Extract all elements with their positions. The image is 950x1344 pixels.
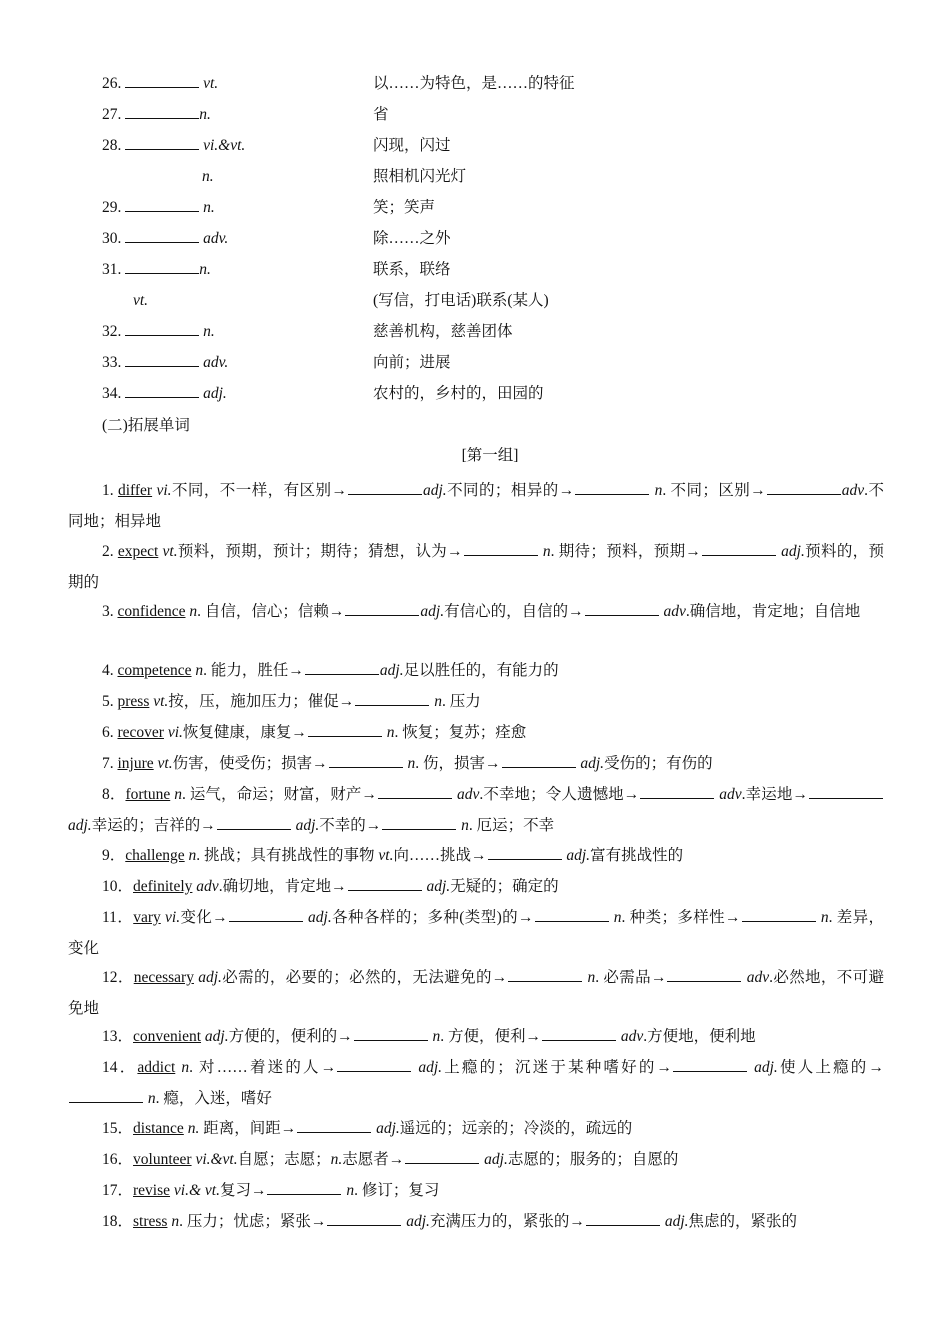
exercise-item [68, 1053, 884, 1114]
meaning: 联系，联络 [373, 261, 451, 278]
exercise-item [68, 537, 884, 598]
answer-blank[interactable] [702, 540, 776, 556]
part-of-speech: n. [203, 199, 215, 216]
headword: fortune [125, 786, 171, 803]
part-of-speech: adv. [203, 230, 229, 247]
definition-text: 上瘾的；沉迷于某种嗜好的→ [442, 1059, 673, 1076]
definition-text: 志愿者→ [342, 1151, 405, 1168]
meaning: 除……之外 [373, 230, 451, 247]
definition-text: 复习→ [219, 1182, 267, 1199]
item-number: 16． [102, 1151, 134, 1168]
definition-text: 不幸的→ [319, 816, 382, 834]
part-of-speech: n [147, 1089, 156, 1107]
part-of-speech: adj. [420, 603, 445, 620]
item-number: 27. [102, 106, 122, 123]
vocab-row [0, 228, 950, 250]
answer-blank[interactable] [229, 906, 303, 922]
part-of-speech: n [654, 482, 663, 499]
part-of-speech: adj. [379, 662, 404, 679]
definition-text: . 压力 [441, 693, 481, 710]
definition-text: . 期待；预料，预期→ [550, 543, 701, 560]
exercise-item [68, 687, 884, 718]
headword: competence [117, 662, 192, 679]
answer-blank[interactable] [267, 1179, 341, 1195]
meaning: 以……为特色，是……的特征 [373, 75, 575, 92]
exercise-item [68, 718, 884, 749]
exercise-item [68, 1207, 884, 1238]
item-number: 5. [102, 693, 118, 710]
definition-text: .不同地；相异地 [68, 482, 884, 530]
part-of-speech: vt. [133, 292, 149, 309]
item-number: 29. [102, 199, 122, 216]
part-of-speech: vt. [157, 755, 173, 772]
item-number: 31. [102, 261, 122, 278]
section-title: (二)拓展单词 [102, 417, 190, 434]
part-of-speech: n [189, 603, 198, 620]
answer-blank[interactable] [809, 783, 883, 799]
part-of-speech: vt. [162, 543, 178, 560]
part-of-speech: n [386, 724, 395, 741]
definition-text: 按，压，施加压力；催促→ [168, 693, 355, 710]
answer-blank[interactable] [69, 1087, 143, 1103]
part-of-speech: adj. [198, 969, 222, 986]
headword: distance [133, 1120, 184, 1137]
answer-blank[interactable] [125, 259, 199, 274]
definition-text: 富有挑战性的 [590, 847, 684, 864]
part-of-speech: adv [196, 878, 219, 895]
answer-blank[interactable] [337, 1056, 411, 1072]
definition-text: . 对……着迷的人→ [189, 1059, 337, 1076]
meaning: 笑；笑声 [373, 199, 436, 216]
exercise-item [68, 780, 884, 841]
definition-text: . 能力，胜任→ [203, 662, 304, 679]
meaning: 农村的，乡村的，田园的 [373, 385, 544, 402]
meaning: 向前；进展 [373, 354, 451, 371]
item-number: 7. [102, 755, 118, 772]
definition-text: 距离，间距→ [199, 1120, 297, 1137]
definition-text: .幸运地→ [741, 786, 808, 803]
definition-text: . 自信，信心；信赖→ [197, 603, 345, 620]
answer-blank[interactable] [575, 479, 649, 495]
part-of-speech: n [346, 1182, 355, 1199]
definition-text: 必需的，必要的；必然的，无法避免的→ [221, 969, 508, 986]
part-of-speech: vi. [165, 909, 181, 926]
vocab-row [0, 135, 950, 157]
part-of-speech: adj. [295, 816, 320, 834]
part-of-speech: adj. [418, 1059, 442, 1076]
answer-blank[interactable] [308, 721, 382, 737]
item-number: 13． [102, 1028, 134, 1045]
exercise-item [68, 749, 884, 780]
part-of-speech: adj. [580, 755, 605, 772]
definition-text: 焦虑的，紧张的 [688, 1213, 798, 1230]
headword: recover [117, 724, 164, 741]
answer-blank[interactable] [535, 906, 609, 922]
answer-blank[interactable] [673, 1056, 747, 1072]
item-number: 9． [102, 847, 126, 864]
item-number: 3. [102, 603, 118, 620]
headword: confidence [117, 603, 186, 620]
headword: revise [133, 1182, 171, 1199]
definition-text: . 不同；区别→ [662, 482, 766, 499]
part-of-speech: vi. [167, 724, 183, 741]
part-of-speech: adv [719, 786, 742, 803]
part-of-speech: adj. [68, 816, 92, 834]
part-of-speech: n [461, 816, 469, 834]
item-number: 26. [102, 75, 122, 92]
meaning: 省 [373, 106, 389, 123]
headword: volunteer [133, 1151, 192, 1168]
answer-blank[interactable] [742, 906, 816, 922]
exercise-item [68, 476, 884, 537]
definition-text: 伤害，使受伤；损害→ [172, 755, 328, 772]
meaning: 闪现，闪过 [373, 137, 451, 154]
vocab-row [0, 104, 950, 126]
definition-text: .必然地，不可避免地 [68, 969, 884, 1017]
part-of-speech: adj. [664, 1213, 689, 1230]
item-number: 1. [102, 482, 118, 499]
answer-blank[interactable] [502, 752, 576, 768]
part-of-speech: n. [187, 1120, 200, 1137]
part-of-speech: n. [330, 1151, 343, 1168]
answer-blank[interactable] [378, 783, 452, 799]
part-of-speech: vt. [378, 847, 394, 864]
answer-blank[interactable] [125, 352, 199, 367]
answer-blank[interactable] [125, 321, 199, 336]
part-of-speech: n. [199, 261, 211, 278]
vocab-row [0, 321, 950, 343]
part-of-speech: n [434, 693, 442, 710]
answer-blank[interactable] [767, 479, 841, 495]
part-of-speech: n [188, 847, 197, 864]
item-number: 6. [102, 724, 118, 741]
answer-blank[interactable] [355, 690, 429, 706]
answer-blank[interactable] [508, 966, 582, 982]
exercise-item [68, 1176, 884, 1207]
part-of-speech: n [542, 543, 551, 560]
item-number: 4. [102, 662, 118, 679]
part-of-speech: adv [841, 482, 865, 499]
exercise-item [68, 872, 884, 903]
part-of-speech: n [181, 1059, 190, 1076]
definition-text: . 种类；多样性→ [621, 909, 741, 926]
answer-blank[interactable] [464, 540, 538, 556]
definition-text: 使人上瘾的→ [777, 1059, 884, 1076]
answer-blank[interactable] [305, 659, 379, 675]
definition-text: .确切地，肯定地→ [218, 878, 347, 895]
part-of-speech: adj. [308, 909, 332, 926]
definition-text: 恢复健康，康复→ [182, 724, 307, 741]
definition-text: 方便的，便利的→ [228, 1028, 353, 1045]
headword: challenge [125, 847, 185, 864]
definition-text: . 瘾，入迷，嗜好 [155, 1089, 272, 1107]
meaning: 照相机闪光灯 [373, 168, 467, 185]
definition-text: 自愿；志愿； [237, 1151, 331, 1168]
vocab-row [0, 259, 950, 281]
item-number: 18． [102, 1213, 134, 1230]
headword: stress [133, 1213, 168, 1230]
definition-text: . 方便，便利→ [440, 1028, 541, 1045]
definition-text: .方便地，便利地 [643, 1028, 756, 1045]
definition-text: 幸运的；吉祥的→ [91, 816, 216, 834]
exercise-item [68, 597, 884, 628]
item-number: 32. [102, 323, 122, 340]
definition-text: . 恢复；复苏；痊愈 [394, 724, 527, 741]
answer-blank[interactable] [125, 135, 199, 150]
item-number: 14． [102, 1059, 138, 1076]
headword: addict [137, 1059, 176, 1076]
part-of-speech: vi.&vt. [195, 1151, 238, 1168]
answer-blank[interactable] [125, 228, 199, 243]
answer-blank[interactable] [354, 1025, 428, 1041]
part-of-speech: adv. [203, 354, 229, 371]
part-of-speech: vi.& vt. [173, 1182, 220, 1199]
vocab-row [0, 73, 950, 95]
definition-text: 不同，不一样，有区别→ [171, 482, 347, 499]
item-number: 34. [102, 385, 122, 402]
item-number: 12． [102, 969, 134, 986]
answer-blank[interactable] [297, 1117, 371, 1133]
meaning: 慈善机构，慈善团体 [373, 323, 513, 340]
answer-blank[interactable] [667, 966, 741, 982]
answer-blank[interactable] [345, 600, 419, 616]
exercise-item [68, 656, 884, 687]
item-number: 17． [102, 1182, 134, 1199]
item-number: 10． [102, 878, 134, 895]
group-title: [第一组] [461, 447, 519, 464]
answer-blank[interactable] [488, 844, 562, 860]
answer-blank[interactable] [125, 383, 199, 398]
definition-text: 预料的，预期的 [68, 543, 885, 591]
definition-text: . 伤，损害→ [415, 755, 501, 772]
definition-text: 志愿的；服务的；自愿的 [507, 1151, 679, 1168]
answer-blank[interactable] [585, 600, 659, 616]
headword: press [117, 693, 150, 710]
item-number: 30. [102, 230, 122, 247]
part-of-speech: adv [620, 1028, 644, 1045]
answer-blank[interactable] [327, 1210, 401, 1226]
definition-text: . 修订；复习 [354, 1182, 440, 1199]
answer-blank[interactable] [125, 73, 199, 88]
vocab-row [0, 352, 950, 374]
exercise-item [68, 903, 884, 964]
part-of-speech: adj. [426, 878, 451, 895]
definition-text: .不幸地；令人遗憾地→ [479, 786, 640, 803]
headword: vary [133, 909, 161, 926]
item-number: 11． [102, 909, 134, 926]
part-of-speech: n. [202, 168, 214, 185]
part-of-speech: vt. [203, 75, 219, 92]
item-number: 2. [102, 543, 118, 560]
headword: differ [117, 482, 153, 499]
part-of-speech: adj. [781, 543, 805, 560]
answer-blank[interactable] [640, 783, 714, 799]
part-of-speech: adj. [406, 1213, 430, 1230]
answer-blank[interactable] [125, 197, 199, 212]
part-of-speech: adj. [566, 847, 591, 864]
answer-blank[interactable] [217, 814, 291, 830]
part-of-speech: adj. [422, 482, 447, 499]
definition-text: 各种各样的；多种(类型)的→ [331, 909, 534, 926]
meaning: (写信，打电话)联系(某人) [373, 292, 549, 309]
part-of-speech: n [171, 1213, 180, 1230]
definition-text: 足以胜任的，有能力的 [403, 662, 559, 679]
part-of-speech: n [613, 909, 622, 926]
part-of-speech: adj. [484, 1151, 508, 1168]
vocab-row [0, 197, 950, 219]
exercise-item [68, 963, 884, 1024]
headword: injure [117, 755, 154, 772]
exercise-item [68, 1022, 884, 1053]
item-number: 8． [102, 786, 126, 803]
answer-blank[interactable] [382, 814, 456, 830]
part-of-speech: adj. [203, 385, 227, 402]
item-number: 33. [102, 354, 122, 371]
answer-blank[interactable] [405, 1148, 479, 1164]
definition-text: 预料，预期，预计；期待；猜想，认为→ [177, 543, 463, 560]
definition-text: 向……挑战→ [393, 847, 487, 864]
part-of-speech: adj. [754, 1059, 778, 1076]
part-of-speech: n. [203, 323, 215, 340]
answer-blank[interactable] [542, 1025, 616, 1041]
part-of-speech: adv [663, 603, 686, 620]
definition-text: . 压力；忧虑；紧张→ [179, 1213, 327, 1230]
exercise-item [68, 841, 884, 872]
definition-text: 有信心的，自信的→ [444, 603, 584, 620]
definition-text: . 必需品→ [595, 969, 667, 986]
definition-text: .确信地，肯定地；自信地 [685, 603, 861, 620]
part-of-speech: n. [199, 106, 211, 123]
headword: necessary [133, 969, 194, 986]
answer-blank[interactable] [348, 479, 422, 495]
part-of-speech: n [407, 755, 416, 772]
answer-blank[interactable] [586, 1210, 660, 1226]
part-of-speech: vt. [153, 693, 169, 710]
definition-text: . 差异，变化 [68, 909, 884, 957]
definition-text: 变化→ [180, 909, 228, 926]
part-of-speech: n [432, 1028, 441, 1045]
part-of-speech: adv [456, 786, 480, 803]
item-number: 28. [102, 137, 122, 154]
item-number: 15． [102, 1120, 134, 1137]
part-of-speech: adv [746, 969, 770, 986]
part-of-speech: adj. [204, 1028, 229, 1045]
part-of-speech: n [195, 662, 204, 679]
definition-text: 不同的；相异的→ [446, 482, 575, 499]
vocab-row [0, 383, 950, 405]
answer-blank[interactable] [125, 104, 199, 119]
part-of-speech: n [174, 786, 182, 803]
part-of-speech: n [820, 909, 829, 926]
headword: convenient [133, 1028, 202, 1045]
exercise-item [68, 1114, 884, 1145]
definition-text: 受伤的；有伤的 [604, 755, 713, 772]
exercise-item [68, 1145, 884, 1176]
answer-blank[interactable] [329, 752, 403, 768]
definition-text: 遥远的；远亲的；冷淡的，疏远的 [399, 1120, 633, 1137]
vocab-row [0, 166, 950, 188]
answer-blank[interactable] [348, 875, 422, 891]
definition-text: 无疑的；确定的 [450, 878, 559, 895]
definition-text: . 运气，命运；财富，财产→ [181, 786, 377, 803]
headword: definitely [133, 878, 193, 895]
part-of-speech: vi. [156, 482, 172, 499]
definition-text: . 挑战；具有挑战性的事物 [196, 847, 379, 864]
vocab-row [0, 290, 950, 312]
headword: expect [117, 543, 159, 560]
part-of-speech: n [587, 969, 596, 986]
part-of-speech: adj. [376, 1120, 400, 1137]
definition-text: . 厄运；不幸 [468, 816, 555, 834]
definition-text: 充满压力的，紧张的→ [429, 1213, 585, 1230]
part-of-speech: vi.&vt. [203, 137, 246, 154]
